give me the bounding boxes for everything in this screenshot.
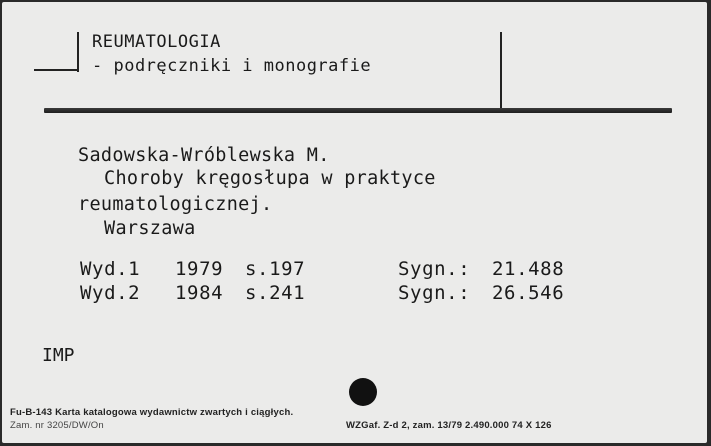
footer-line-2-left: Zam. nr 3205/DW/On	[10, 420, 104, 431]
edition-2-pages: s.241	[245, 282, 306, 304]
place: Warszawa	[104, 218, 196, 239]
edition-1-label: Wyd.1	[80, 258, 141, 280]
header-left-underline	[34, 69, 79, 71]
edition-2-year: 1984	[175, 282, 224, 304]
edition-1-year: 1979	[175, 258, 224, 280]
edition-2-sygn: 26.546	[492, 282, 565, 304]
imp-mark: IMP	[42, 345, 75, 366]
edition-1-sygn-label: Sygn.:	[398, 258, 471, 280]
edition-1-sygn: 21.488	[492, 258, 565, 280]
author: Sadowska-Wróblewska M.	[78, 145, 330, 166]
header-left-border	[77, 32, 79, 72]
subject-heading: REUMATOLOGIA	[92, 32, 221, 52]
header-rule	[44, 108, 672, 113]
edition-2-sygn-label: Sygn.:	[398, 282, 471, 304]
edition-1-pages: s.197	[245, 258, 306, 280]
footer-line-2-right: WZGaf. Z-d 2, zam. 13/79 2.490.000 74 X 126	[346, 420, 552, 431]
footer-line-1: Fu-B-143 Karta katalogowa wydawnictw zwartych i ciągłych.	[10, 407, 294, 418]
edition-2-label: Wyd.2	[80, 282, 141, 304]
header-right-border	[500, 32, 502, 110]
title-line-2: reumatologicznej.	[78, 194, 273, 215]
title-line-1: Choroby kręgosłupa w praktyce	[104, 168, 436, 189]
catalog-card	[2, 2, 707, 443]
subject-subheading: - podręczniki i monografie	[92, 56, 372, 76]
punch-hole	[349, 378, 377, 406]
